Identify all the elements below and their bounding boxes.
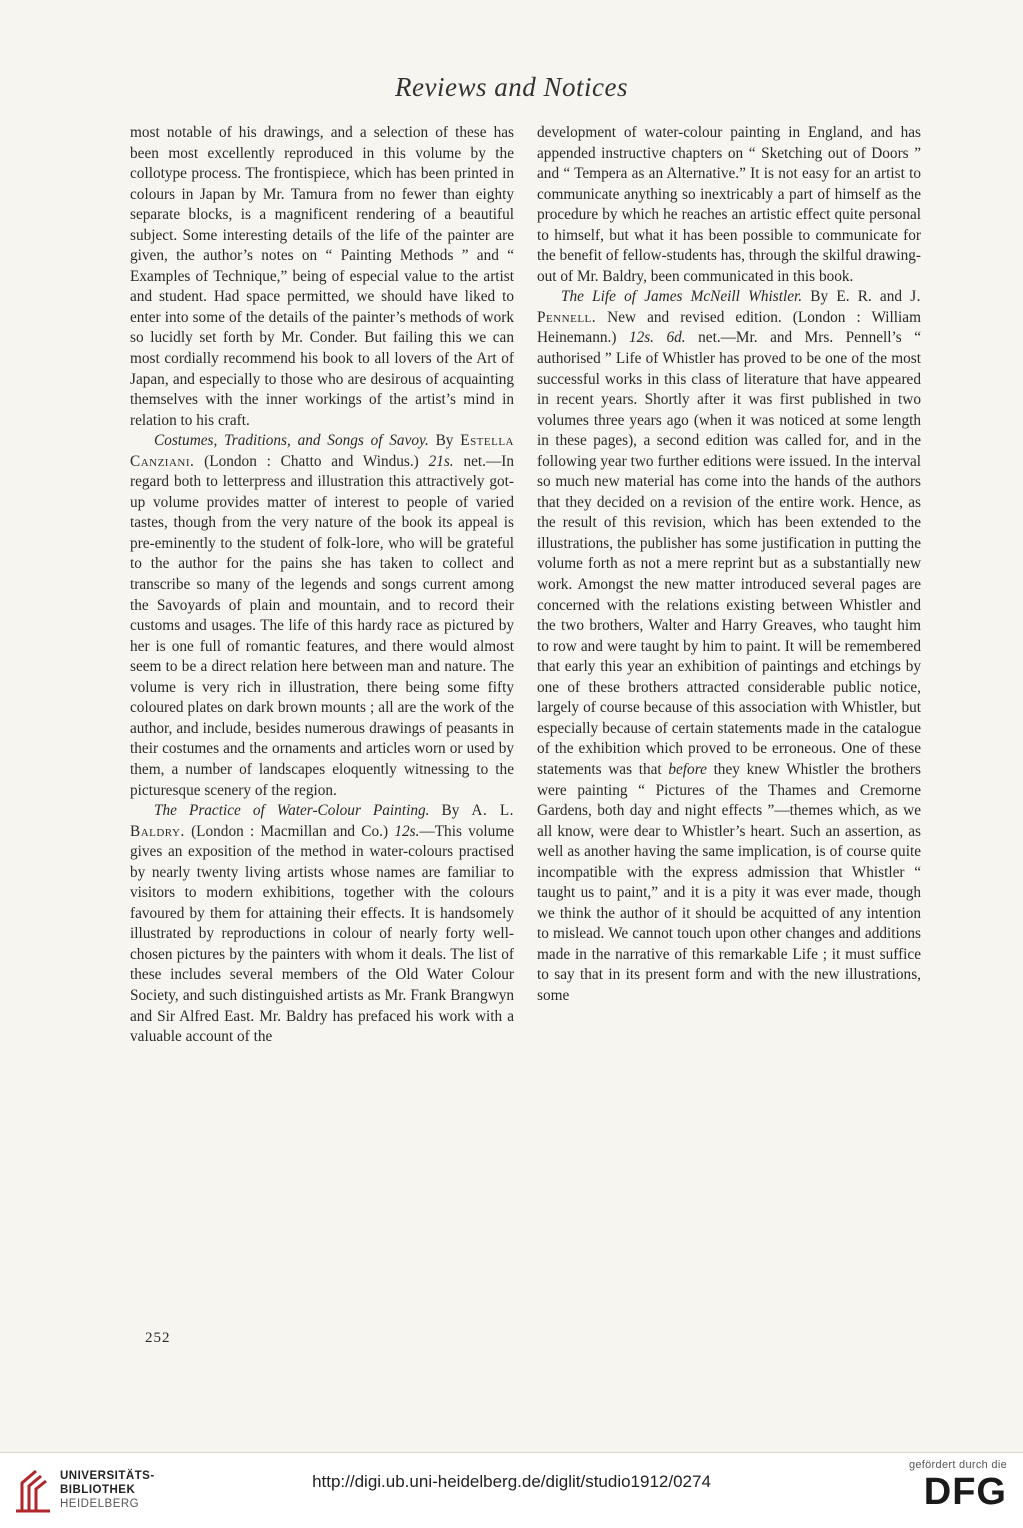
review-paragraph: The Practice of Water-Colour Painting. By A. L. Baldry. (London : Macmillan and Co.) 12s.—This volume gives an exposition of the method in water-colours practised by nearly twenty living artists whose names are familiar to visitors to modern exhibitions, together with the colours favoured by them for attaining their effects. It is handsomely illustrated by reproductions in colour of nearly forty well-chosen pictures by the painters with whom it deals. The list of these includes several members of the Old Water Colour Society, and such distinguished artists as Mr. Frank Brangwyn and Sir Alfred East. Mr. Baldry has prefaced his work with a valuable account of the bbox=[130, 802, 515, 1046]
review-paragraph: development of water-colour painting in England, and has appended instructive chapters on “ Sketching out of Doors ” and “ Tempera as an Alternative.” It is not easy for an artist to communicate anything so inextricably a part of himself as the procedure by which he reaches an artistic effect quite personal to himself, but what it has been possible to communicate for the benefit of fellow-students has, through the skilful drawing-out of Mr. Baldry, been communicated in this book. bbox=[537, 124, 921, 285]
book-author: Estella Canziani. bbox=[130, 432, 515, 470]
book-title: Costumes, Traditions, and Songs of Savoy. bbox=[154, 432, 429, 450]
review-paragraph: Costumes, Traditions, and Songs of Savoy. By Estella Canziani. (London : Chatto and Windus.) 21s. net.—In regard both to letterpress and illustration this attractively got-up volume provides matter of interest to people of varied tastes, though from the very nature of the book its appeal is pre-eminently to the student of folk-lore, who will be grateful to the author for the pains she has taken to collect and transcribe so many of the legends and songs current among the Savoyards of plain and mountain, and to record their customs and usages. The life of this hardy race as pictured by her is one full of romantic features, and there would almost seem to be a direct relation here between man and nature. The volume is very rich in illustration, there being some fifty coloured plates on dark brown mounts ; all are the work of the author, and include, besides numerous drawings of peasants in their costumes and the ornaments and articles worn or used by them, a number of landscapes eloquently witnessing to the picturesque scenery of the region. bbox=[130, 432, 515, 799]
book-title: The Practice of Water-Colour Painting. bbox=[154, 802, 430, 820]
page-number: 252 bbox=[145, 1330, 171, 1346]
book-price: 21s. bbox=[428, 452, 454, 470]
dfg-logo[interactable] bbox=[907, 1459, 1007, 1523]
review-paragraph: most notable of his drawings, and a selection of these has been most excellently reproduced in this volume by the collotype process. The frontispiece, which has been printed in colours in Japan by Mr. Tamura from no fewer than eighty separate blocks, is a magnificent rendering of a beautiful subject. Some interesting details of the life of the painter are given, the author’s notes on “ Painting Methods ” and “ Examples of Technique,” being of especial value to the artist and student. Had space permitted, we should have liked to enter into some of the details of the painter’s methods of work so lucidly set forth by Mr. Conder. But failing this we can most cordially recommend his book to all lovers of the Art of Japan, and especially to those who are desirous of acquainting themselves with the inner workings of the artist’s mind in relation to his craft. bbox=[130, 124, 514, 429]
review-paragraph: The Life of James McNeill Whistler. By E. R. and J. Pennell. New and revised edition. (London : William Heinemann.) 12s. 6d. net.—Mr. and Mrs. Pennell’s “ authorised ” Life of Whistler has proved to be one of the most successful works in this class of literature that have appeared in recent years. Shortly after it was first published in two volumes three years ago (when it was noticed at some length in these pages), a second edition was called for, and in the following year two further editions were issued. In the interval so much new material has come into the hands of the authors that they decided on a revision of the entire work. Hence, as the result of this revision, which has been extended to the illustrations, the publisher has some justification in putting the volume forth as not a mere reprint but as a substantially new work. Amongst the new matter introduced several pages are concerned with the relations existing between Whistler and the two brothers, Walter and Harry Greaves, who taught him to row and were taught by him to paint. It will be remembered that early this year an exhibition of paintings and etchings by one of these brothers attracted considerable public notice, largely of course because of this association with Whistler, but especially because of certain statements made in the catalogue of the exhibition which proved to be erroneous. One of these statements was that before they knew Whistler the brothers were painting “ Pictures of the Thames and Cremorne Gardens, both day and night effects ”—themes which, as we all know, were dear to Whistler’s heart. Such an assertion, as well as another having the same implication, is of course quite incompatible with the express admission that Whistler “ taught us to paint,” and it is a pity it was ever made, though we think the author of it should be acquitted of any intention to mislead. We cannot touch upon other changes and additions made in the narrative of this remarkable Life ; it must suffice to say that in its present form and with the new illustrations, some bbox=[537, 288, 922, 1004]
dfg-wordmark: DFG bbox=[923, 1471, 1007, 1513]
footer-bar bbox=[0, 1453, 1023, 1528]
running-head: Reviews and Notices bbox=[395, 72, 628, 102]
book-price: 12s. bbox=[394, 822, 420, 840]
left-column bbox=[130, 123, 514, 1048]
book-author: A. L. Baldry. bbox=[130, 802, 514, 840]
right-column bbox=[537, 123, 921, 1007]
book-author: J. Pennell. bbox=[537, 288, 922, 326]
funding-caption: gefördert durch die bbox=[908, 1459, 1007, 1471]
book-title: The Life of James McNeill Whistler. bbox=[561, 288, 803, 306]
source-url-link[interactable]: http://digi.ub.uni-heidelberg.de/diglit/studio1912/0274 bbox=[312, 1472, 711, 1491]
book-price: 12s. 6d. bbox=[628, 329, 686, 347]
library-name: UNIVERSITÄTS- BIBLIOTHEK HEIDELBERG bbox=[60, 1470, 155, 1510]
